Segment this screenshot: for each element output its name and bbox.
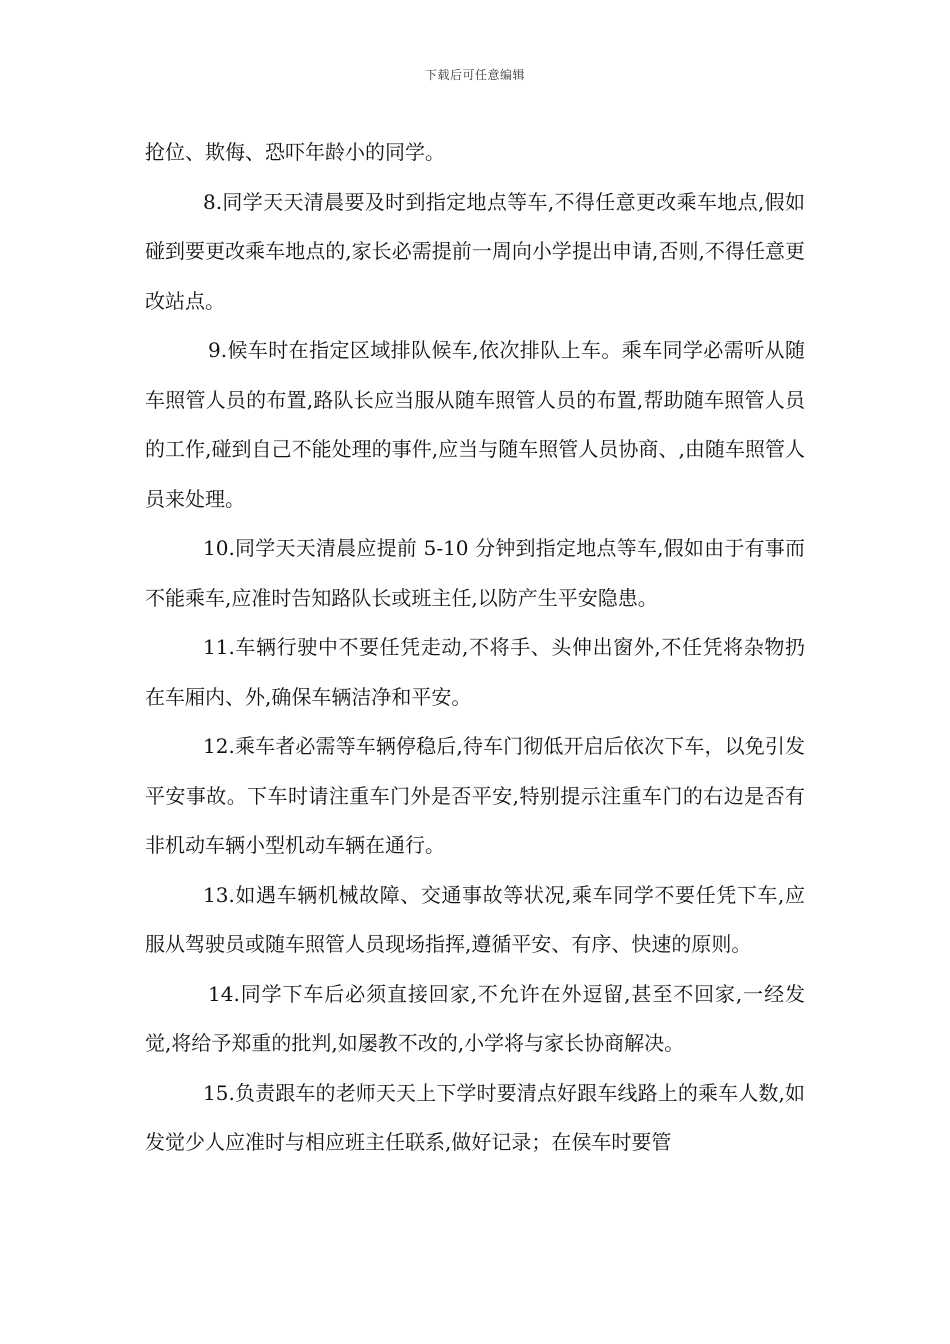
paragraph-rule-12: 12.乘车者必需等车辆停稳后,待车门彻低开启后依次下车，以免引发平安事故。下车时请注重车门外是否平安,特别提示注重车门的右边是否有非机动车辆小型机动车辆在通行。	[145, 734, 805, 857]
paragraph-rule-14: 14.同学下车后必须直接回家,不允许在外逗留,甚至不回家,一经发觉,将给予郑重的批判,如屡教不改的,小学将与家长协商解决。	[145, 981, 805, 1055]
paragraph-rule-9: 9.候车时在指定区域排队候车,依次排队上车。乘车同学必需听从随车照管人员的布置,路队长应当服从随车照管人员的布置,帮助随车照管人员的工作,碰到自己不能处理的事件,应当与随车照管人员协商、,由随车照管人员来处理。	[145, 338, 805, 511]
document-body	[145, 128, 805, 1168]
header-note: 下载后可任意编辑	[424, 68, 525, 82]
paragraph-continuation: 抢位、欺侮、恐吓年龄小的同学。	[145, 140, 445, 164]
paragraph-rule-15: 15.负责跟车的老师天天上下学时要清点好跟车线路上的乘车人数,如发觉少人应准时与相应班主任联系,做好记录；在侯车时要管	[145, 1080, 805, 1154]
paragraph-rule-8: 8.同学天天清晨要及时到指定地点等车,不得任意更改乘车地点,假如碰到要更改乘车地点的,家长必需提前一周向小学提出申请,否则,不得任意更改站点。	[145, 189, 805, 313]
paragraph-rule-10: 10.同学天天清晨应提前 5-10 分钟到指定地点等车,假如由于有事而不能乘车,应准时告知路队长或班主任,以防产生平安隐患。	[145, 536, 805, 610]
paragraph-rule-11: 11.车辆行驶中不要任凭走动,不将手、头伸出窗外,不任凭将杂物扔在车厢内、外,确保车辆洁净和平安。	[145, 635, 805, 709]
paragraph-rule-13: 13.如遇车辆机械故障、交通事故等状况,乘车同学不要任凭下车,应服从驾驶员或随车照管人员现场指挥,遵循平安、有序、快速的原则。	[145, 882, 805, 956]
